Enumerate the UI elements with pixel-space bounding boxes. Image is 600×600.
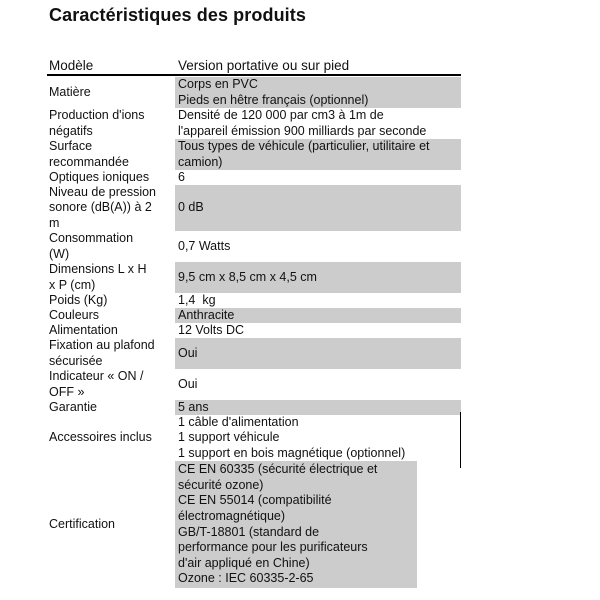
row-value-line: sécurité ozone) <box>178 477 264 492</box>
row-value <box>175 400 461 415</box>
row-label <box>49 400 173 415</box>
row-value-line: 9,5 cm x 8,5 cm x 4,5 cm <box>178 269 317 284</box>
row-value-line: 1 support véhicule <box>178 430 280 445</box>
row-label-line: sonore (dB(A)) à 2 <box>49 200 152 215</box>
row-label-line: Accessoires inclus <box>49 430 152 445</box>
row-value-line: GB/T-18801 (standard de <box>178 524 320 539</box>
row-value-line: Ozone : IEC 60335-2-65 <box>178 571 314 586</box>
table-row <box>47 338 461 369</box>
row-value-line: Anthracite <box>178 307 235 322</box>
row-value-line: électromagnétique) <box>178 508 286 523</box>
row-value <box>175 461 417 588</box>
row-label-line: recommandée <box>49 154 129 169</box>
row-value-line: camion) <box>178 154 223 169</box>
row-label <box>49 139 173 170</box>
table-row <box>47 293 461 308</box>
row-value <box>175 308 461 323</box>
row-label-line: m <box>49 215 60 230</box>
row-value-line: CE EN 60335 (sécurité électrique et <box>178 462 378 477</box>
row-value <box>175 231 461 262</box>
row-label-line: Niveau de pression <box>49 184 157 199</box>
table-row <box>47 139 461 170</box>
row-value <box>175 338 461 369</box>
header-model: Modèle <box>49 58 94 73</box>
row-label <box>49 77 173 108</box>
row-label-line: OFF » <box>49 384 85 399</box>
row-value-line: 0,7 Watts <box>178 238 231 253</box>
row-value <box>175 262 461 293</box>
row-label-line: Production d'ions <box>49 107 145 122</box>
row-label <box>49 323 173 338</box>
row-label <box>49 293 173 308</box>
row-value <box>175 77 461 108</box>
row-value <box>175 415 425 461</box>
table-row <box>47 323 461 338</box>
row-label-line: Poids (Kg) <box>49 292 108 307</box>
table-row <box>47 231 461 262</box>
spec-table <box>47 77 461 588</box>
table-row <box>47 77 461 108</box>
header-divider <box>47 74 461 76</box>
row-label-line: Fixation au plafond <box>49 337 155 352</box>
row-label-line: x P (cm) <box>49 277 96 292</box>
row-value-line: CE EN 55014 (compatibilité <box>178 493 332 508</box>
row-label-line: négatifs <box>49 123 93 138</box>
row-value <box>175 369 461 400</box>
row-value-line: 6 <box>178 169 185 184</box>
table-row <box>47 108 461 139</box>
row-label-line: Alimentation <box>49 322 118 337</box>
table-header <box>47 58 461 75</box>
row-value <box>175 293 461 308</box>
table-row <box>47 400 461 415</box>
row-value-line: 12 Volts DC <box>178 322 245 337</box>
row-label-line: Consommation <box>49 230 134 245</box>
row-label-line: Couleurs <box>49 307 100 322</box>
table-row <box>47 461 461 588</box>
row-value-line: 1 câble d'alimentation <box>178 414 299 429</box>
row-label <box>49 108 173 139</box>
row-value-line: 0 dB <box>178 200 204 215</box>
table-row <box>47 369 461 400</box>
row-value-line: performance pour les purificateurs <box>178 540 368 555</box>
row-value-line: Tous types de véhicule (particulier, utilitaire et <box>178 138 430 153</box>
row-value-line: d'air appliqué en Chine) <box>178 555 310 570</box>
row-value-line: Oui <box>178 376 198 391</box>
row-label-line: Indicateur « ON / <box>49 368 144 383</box>
row-label-line: Certification <box>49 516 115 531</box>
row-label <box>49 262 173 293</box>
row-label <box>49 338 173 369</box>
table-row <box>47 308 461 323</box>
row-value-line: Corps en PVC <box>178 76 258 91</box>
row-label <box>49 461 173 588</box>
row-label-line: Optiques ioniques <box>49 169 150 184</box>
page-title: Caractéristiques des produits <box>49 5 306 25</box>
row-value-line: 1,4 kg <box>178 292 216 307</box>
row-label-line: (W) <box>49 246 70 261</box>
row-label <box>49 185 173 231</box>
header-version: Version portative ou sur pied <box>178 58 350 73</box>
row-label-line: Surface <box>49 138 93 153</box>
row-label <box>49 308 173 323</box>
row-label-line: Matière <box>49 84 91 99</box>
row-value <box>175 185 461 231</box>
row-value <box>175 108 461 139</box>
row-label <box>49 231 173 262</box>
table-row <box>47 415 461 461</box>
row-label-line: Garantie <box>49 399 97 414</box>
row-value-line: 1 support en bois magnétique (optionnel) <box>178 445 406 460</box>
row-value-line: Oui <box>178 345 198 360</box>
table-row <box>47 170 461 185</box>
row-value-line: 5 ans <box>178 399 209 414</box>
row-value-line: Pieds en hêtre français (optionnel) <box>178 92 369 107</box>
table-row <box>47 262 461 293</box>
row-label-line: sécurisée <box>49 353 103 368</box>
row-value-line: Densité de 120 000 par cm3 à 1m de <box>178 107 384 122</box>
table-row <box>47 185 461 231</box>
table-border-line <box>460 412 461 468</box>
row-label-line: Dimensions L x H <box>49 261 147 276</box>
row-label <box>49 415 173 461</box>
row-value <box>175 139 461 170</box>
row-label <box>49 170 173 185</box>
row-value <box>175 170 461 185</box>
row-value-line: l'appareil émission 900 milliards par seconde <box>178 123 427 138</box>
row-value <box>175 323 461 338</box>
row-label <box>49 369 173 400</box>
